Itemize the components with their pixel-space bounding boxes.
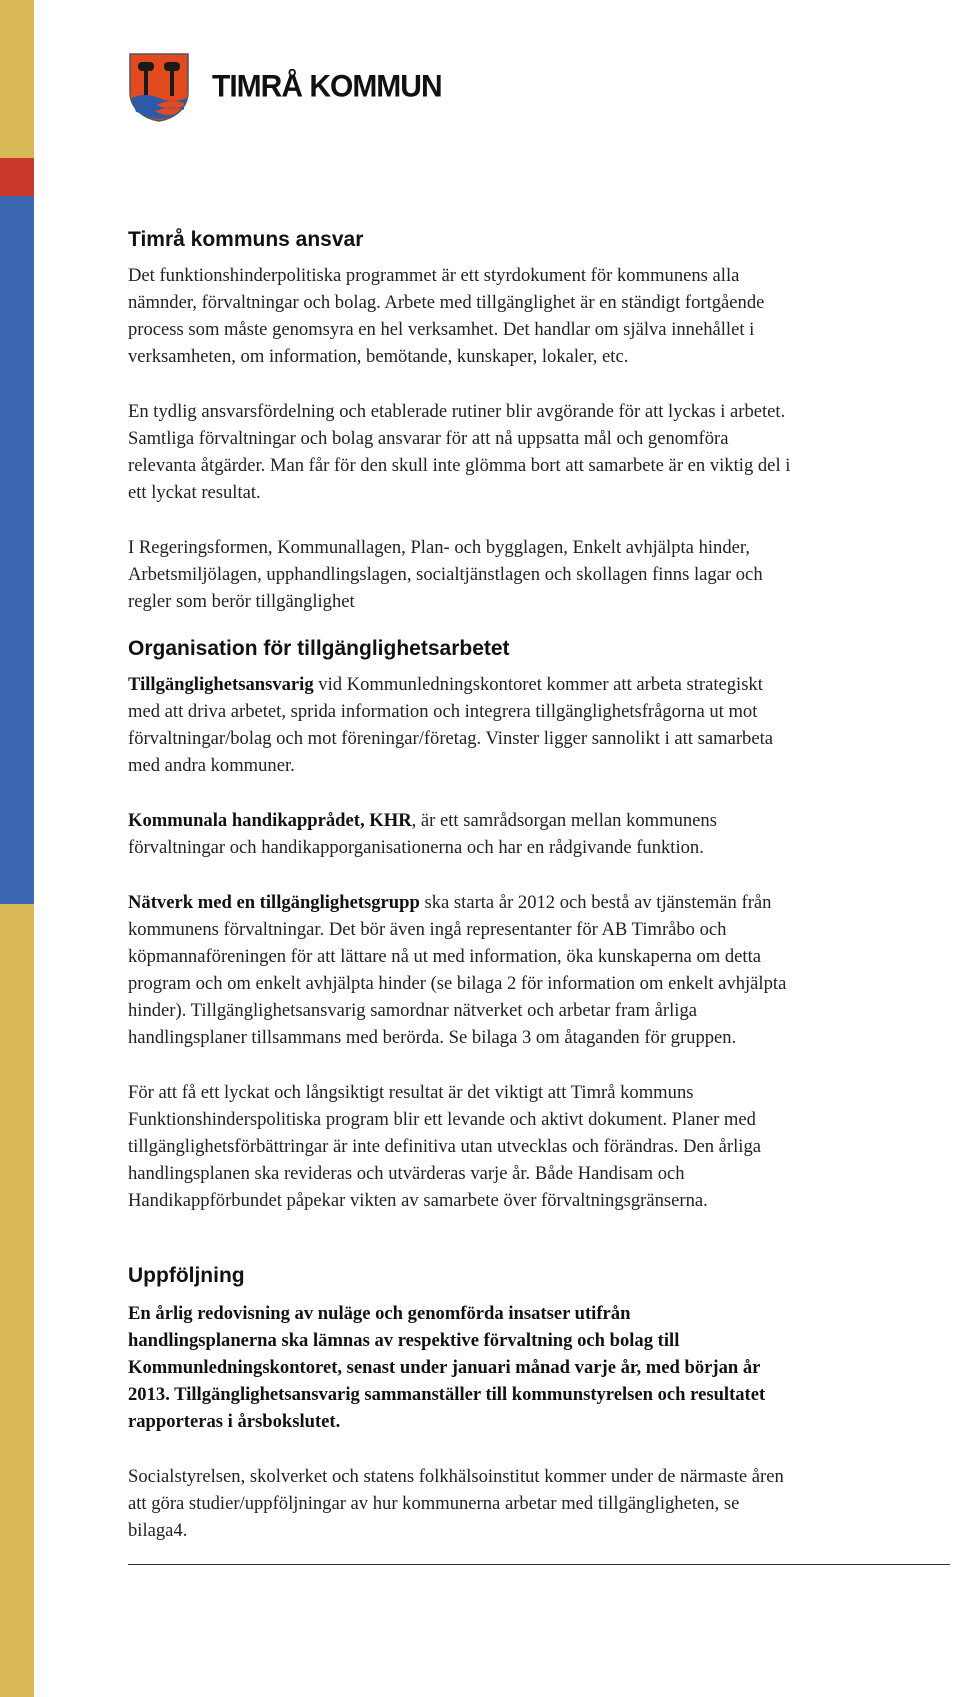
text-line: Handikappförbundet påpekar vikten av samarbete över förvaltningsgränserna. — [128, 1190, 708, 1211]
text-line: förvaltningar och handikapporganisationerna och har en rådgivande funktion. — [128, 837, 704, 858]
text-line: Socialstyrelsen, skolverket och statens folkhälsoinstitut kommer under de närmaste åren — [128, 1466, 784, 1487]
text-line: handlingsplanen ska revideras och utvärderas varje år. Både Handisam och — [128, 1163, 685, 1184]
text-line: En årlig redovisning av nuläge och genomförda insatser utifrån — [128, 1303, 631, 1324]
text-line: Samtliga förvaltningar och bolag ansvarar för att nå uppsatta mål och genomföra — [128, 428, 729, 449]
text-line: köpmannaföreningen för att lättare nå ut med information, öka kunskaperna om detta — [128, 946, 762, 967]
text-line: ett lyckat resultat. — [128, 482, 261, 503]
text-line: En tydlig ansvarsfördelning och etablerade rutiner blir avgörande för att lyckas i arbetet. — [128, 401, 786, 422]
text-line: verksamheten, om information, bemötande, kunskaper, lokaler, etc. — [128, 346, 629, 367]
text-line: process som måste genomsyra en hel verksamhet. Det handlar om själva innehållet i — [128, 319, 755, 340]
text-line: rapporteras i årsbokslutet. — [128, 1411, 341, 1432]
text-line: att göra studier/uppföljningar av hur kommunerna arbetar med tillgängligheten, se — [128, 1493, 740, 1514]
text-run: ska starta år 2012 och bestå av tjänstemän från — [419, 892, 772, 913]
paragraph — [128, 889, 960, 1051]
heading-uppfoljning: Uppföljning — [128, 1264, 245, 1287]
text-line: tillgänglighetsförbättringar är inte definitiva utan utvecklas och förändras. Den årliga — [128, 1136, 761, 1157]
side-color-bar — [0, 0, 34, 1697]
text-line: I Regeringsformen, Kommunallagen, Plan- och bygglagen, Enkelt avhjälpta hinder, — [128, 537, 750, 558]
side-bar-red — [0, 158, 34, 196]
text-line: relevanta åtgärder. Man får för den skull inte glömma bort att samarbete är en viktig del i — [128, 455, 791, 476]
text-line: med att driva arbetet, sprida information och integrera tillgänglighetsfrågorna ut mot — [128, 701, 758, 722]
coat-of-arms-icon — [128, 52, 190, 122]
municipality-logo — [128, 52, 442, 122]
paragraph — [128, 398, 960, 506]
text-line: Kommunledningskontoret, senast under januari månad varje år, med början år — [128, 1357, 761, 1378]
text-run: vid Kommunledningskontoret kommer att arbeta strategiskt — [313, 674, 763, 695]
text-line: Funktionshinderspolitiska program blir ett levande och aktivt dokument. Planer med — [128, 1109, 756, 1130]
paragraph — [128, 671, 960, 779]
text-line: För att få ett lyckat och långsiktigt resultat är det viktigt att Timrå kommuns — [128, 1082, 694, 1103]
heading-ansvar: Timrå kommuns ansvar — [128, 228, 364, 251]
paragraph — [128, 1079, 960, 1214]
side-bar-gold-bottom — [0, 904, 34, 1697]
document-body — [128, 228, 960, 1565]
text-run: , är ett samrådsorgan mellan kommunens — [411, 810, 717, 831]
bold-term: Tillgänglighetsansvarig — [128, 674, 314, 695]
text-line: förvaltningar/bolag och mot föreningar/företag. Vinster ligger sannolikt i att samarbeta — [128, 728, 773, 749]
side-bar-gold-top — [0, 0, 34, 158]
side-bar-blue — [0, 196, 34, 904]
paragraph — [128, 262, 960, 370]
text-line: handlingsplanerna ska lämnas av respektive förvaltning och bolag till — [128, 1330, 680, 1351]
text-line: kommunens förvaltningar. Det bör även ingå representanter för AB Timråbo och — [128, 919, 727, 940]
logo-text: TIMRÅ KOMMUN — [212, 69, 442, 104]
text-line: med andra kommuner. — [128, 755, 295, 776]
text-line: 2013. Tillgänglighetsansvarig sammanställer till kommunstyrelsen och resultatet — [128, 1384, 766, 1405]
bold-term: Kommunala handikapprådet, KHR — [128, 810, 412, 831]
heading-organisation: Organisation för tillgänglighetsarbetet — [128, 637, 510, 660]
text-line: Arbetsmiljölagen, upphandlingslagen, socialtjänstlagen och skollagen finns lagar och — [128, 564, 763, 585]
text-line: Det funktionshinderpolitiska programmet är ett styrdokument för kommunens alla — [128, 265, 740, 286]
text-line: nämnder, förvaltningar och bolag. Arbete med tillgänglighet är en ständigt fortgående — [128, 292, 765, 313]
paragraph — [128, 1463, 960, 1544]
paragraph — [128, 807, 960, 861]
text-line: hinder). Tillgänglighetsansvarig samordnar nätverket och arbetar fram årliga — [128, 1000, 697, 1021]
text-line: program och om enkelt avhjälpta hinder (se bilaga 2 för information om enkelt avhjälpta — [128, 973, 787, 994]
bold-term: Nätverk med en tillgänglighetsgrupp — [128, 892, 420, 913]
text-line: regler som berör tillgänglighet — [128, 591, 355, 612]
paragraph — [128, 534, 960, 615]
bold-paragraph — [128, 1300, 960, 1435]
footer-rule — [128, 1564, 950, 1565]
text-line: handlingsplaner tillsammans med berörda. Se bilaga 3 om åtaganden för gruppen. — [128, 1027, 737, 1048]
text-line: bilaga4. — [128, 1520, 188, 1541]
